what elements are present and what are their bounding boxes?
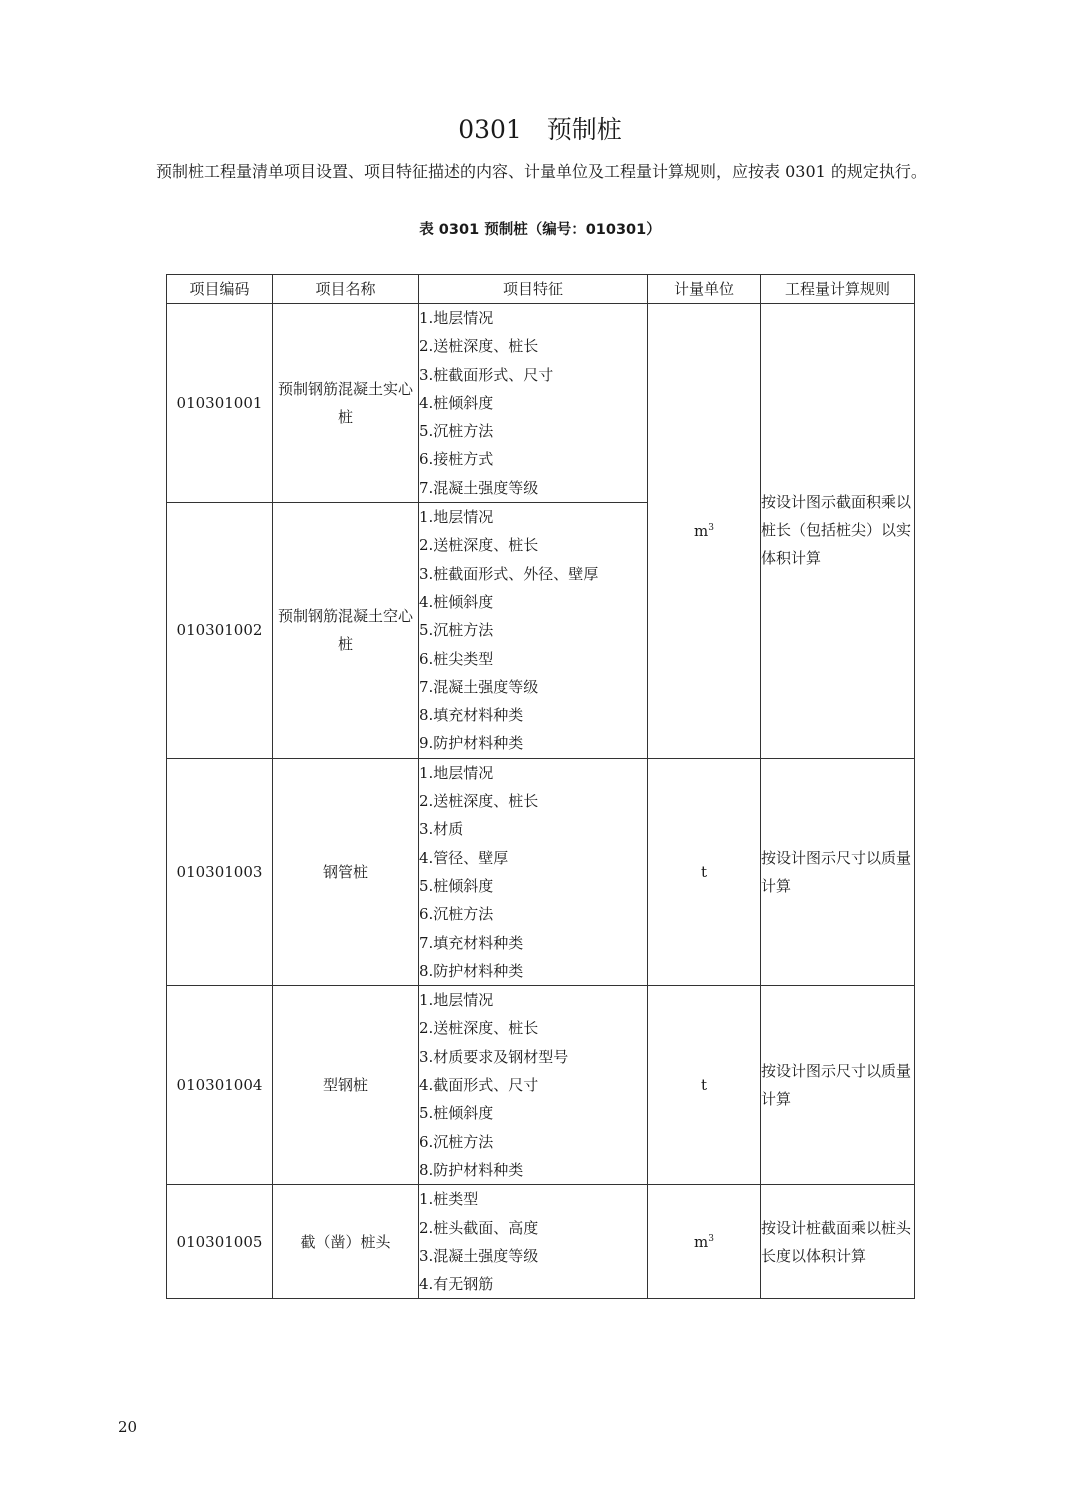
item-unit: t — [648, 758, 761, 985]
feature-line: 4.截面形式、尺寸 — [419, 1076, 539, 1095]
feature-line: 1.桩类型 — [419, 1190, 479, 1209]
merged-rule: 按设计图示截面积乘以桩长（包括桩尖）以实体积计算 — [761, 304, 915, 759]
feature-line: 2.送桩深度、桩长 — [419, 536, 539, 555]
table-header-row — [167, 275, 915, 304]
feature-line: 7.混凝土强度等级 — [419, 677, 539, 696]
page-number: 20 — [118, 1418, 138, 1436]
feature-line: 1.地层情况 — [419, 763, 494, 782]
item-name: 型钢桩 — [273, 986, 419, 1185]
item-features — [419, 304, 648, 503]
header-features: 项目特征 — [419, 275, 648, 304]
item-name: 钢管桩 — [273, 758, 419, 985]
item-features — [419, 986, 648, 1185]
item-code: 010301004 — [167, 986, 273, 1185]
feature-line: 4.桩倾斜度 — [419, 592, 494, 611]
feature-line: 6.接桩方式 — [419, 450, 494, 469]
item-code: 010301001 — [167, 304, 273, 503]
feature-line: 8.防护材料种类 — [419, 1160, 524, 1179]
table-row — [167, 1185, 915, 1299]
feature-line: 3.桩截面形式、尺寸 — [419, 365, 554, 384]
feature-line: 7.填充材料种类 — [419, 933, 524, 952]
feature-line: 5.沉桩方法 — [419, 621, 494, 640]
feature-line: 5.沉桩方法 — [419, 422, 494, 441]
item-unit: t — [648, 986, 761, 1185]
table-row — [167, 986, 915, 1185]
item-unit — [648, 1185, 761, 1299]
feature-line: 7.混凝土强度等级 — [419, 478, 539, 497]
item-code: 010301002 — [167, 503, 273, 759]
item-name: 截（凿）桩头 — [273, 1185, 419, 1299]
header-rule: 工程量计算规则 — [761, 275, 915, 304]
feature-line: 3.桩截面形式、外径、壁厚 — [419, 564, 599, 583]
unit-base: m — [694, 522, 709, 540]
unit-superscript: 3 — [708, 523, 714, 533]
feature-line: 3.材质要求及钢材型号 — [419, 1047, 569, 1066]
unit-base: m — [694, 1232, 709, 1251]
feature-line: 4.桩倾斜度 — [419, 393, 494, 412]
feature-line: 2.桩头截面、高度 — [419, 1218, 539, 1237]
feature-line: 1.地层情况 — [419, 309, 494, 327]
feature-line: 5.桩倾斜度 — [419, 876, 494, 895]
item-rule: 按设计图示尺寸以质量计算 — [761, 758, 915, 985]
merged-unit — [648, 304, 761, 759]
feature-line: 3.混凝土强度等级 — [419, 1246, 539, 1265]
table-row — [167, 758, 915, 985]
item-code: 010301005 — [167, 1185, 273, 1299]
header-name: 项目名称 — [273, 275, 419, 304]
header-unit: 计量单位 — [648, 275, 761, 304]
item-name: 预制钢筋混凝土实心桩 — [273, 304, 419, 503]
feature-line: 6.沉桩方法 — [419, 905, 494, 924]
feature-line: 5.桩倾斜度 — [419, 1104, 494, 1123]
feature-line: 4.管径、壁厚 — [419, 848, 509, 867]
feature-line: 4.有无钢筋 — [419, 1275, 494, 1294]
feature-line: 9.防护材料种类 — [419, 734, 524, 753]
item-features — [419, 1185, 648, 1299]
feature-line: 2.送桩深度、桩长 — [419, 792, 539, 811]
item-rule: 按设计桩截面乘以桩头长度以体积计算 — [761, 1185, 915, 1299]
unit-superscript: 3 — [708, 1233, 714, 1244]
table-row — [167, 304, 915, 503]
feature-line: 2.送桩深度、桩长 — [419, 337, 539, 356]
item-name: 预制钢筋混凝土空心桩 — [273, 503, 419, 759]
item-code: 010301003 — [167, 758, 273, 985]
header-code: 项目编码 — [167, 275, 273, 304]
feature-line: 6.桩尖类型 — [419, 649, 494, 668]
feature-line: 8.填充材料种类 — [419, 706, 524, 725]
feature-line: 1.地层情况 — [419, 508, 494, 527]
intro-paragraph: 预制桩工程量清单项目设置、项目特征描述的内容、计量单位及工程量计算规则，应按表 0301 的规定执行。 — [156, 162, 927, 181]
table-caption: 表 0301 预制桩（编号：010301） — [419, 222, 661, 238]
feature-line: 8.防护材料种类 — [419, 961, 524, 980]
item-features — [419, 758, 648, 985]
pile-table — [166, 274, 915, 1299]
feature-line: 6.沉桩方法 — [419, 1132, 494, 1151]
section-heading: 0301 预制桩 — [458, 115, 622, 144]
item-rule: 按设计图示尺寸以质量计算 — [761, 986, 915, 1185]
feature-line: 3.材质 — [419, 820, 464, 839]
feature-line: 2.送桩深度、桩长 — [419, 1019, 539, 1038]
item-features — [419, 503, 648, 759]
feature-line: 1.地层情况 — [419, 991, 494, 1010]
